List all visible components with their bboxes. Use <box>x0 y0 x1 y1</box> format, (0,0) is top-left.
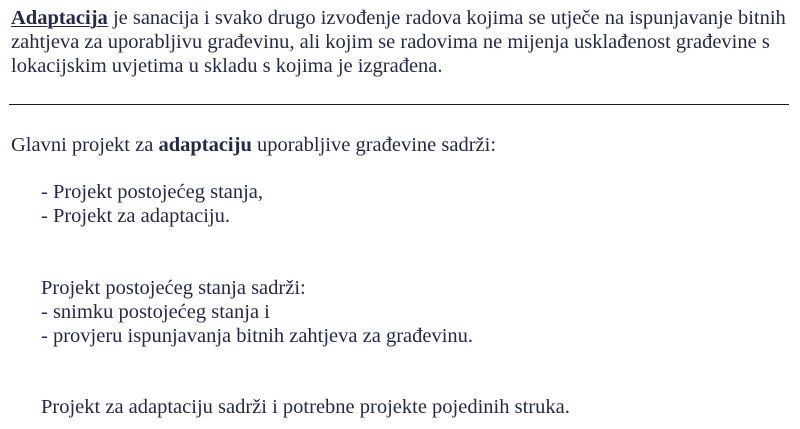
definition-line-2: zahtjeva za uporabljivu građevinu, ali kojim se radovima ne mijenja usklađenost građevine s <box>11 31 770 53</box>
main-project-intro-prefix: Glavni projekt za <box>11 134 159 156</box>
definition-line-3: lokacijskim uvjetima u skladu s kojima je izgrađena. <box>11 55 443 77</box>
main-project-bold-word: adaptaciju <box>158 134 252 156</box>
definition-paragraph <box>11 6 791 78</box>
definition-line-1 <box>11 6 791 30</box>
horizontal-divider <box>9 104 789 105</box>
list-item: - snimku postojećeg stanja i <box>41 301 270 323</box>
adaptation-project-paragraph: Projekt za adaptaciju sadrži i potrebne projekte pojedinih struka. <box>41 396 570 418</box>
list-item: - Projekt postojećeg stanja, <box>41 181 264 203</box>
main-project-intro-suffix: uporabljive građevine sadrži: <box>251 134 497 156</box>
definition-line-1-text: je sanacija i svako drugo izvođenje radova kojima se utječe na ispunjavanje bitnih <box>107 7 786 29</box>
defined-term: Adaptacija <box>11 7 108 29</box>
main-project-intro <box>11 133 496 157</box>
list-item: - Projekt za adaptaciju. <box>41 205 230 227</box>
list-item: - provjeru ispunjavanja bitnih zahtjeva za građevinu. <box>41 325 474 347</box>
existing-state-heading: Projekt postojećeg stanja sadrži: <box>41 277 306 299</box>
